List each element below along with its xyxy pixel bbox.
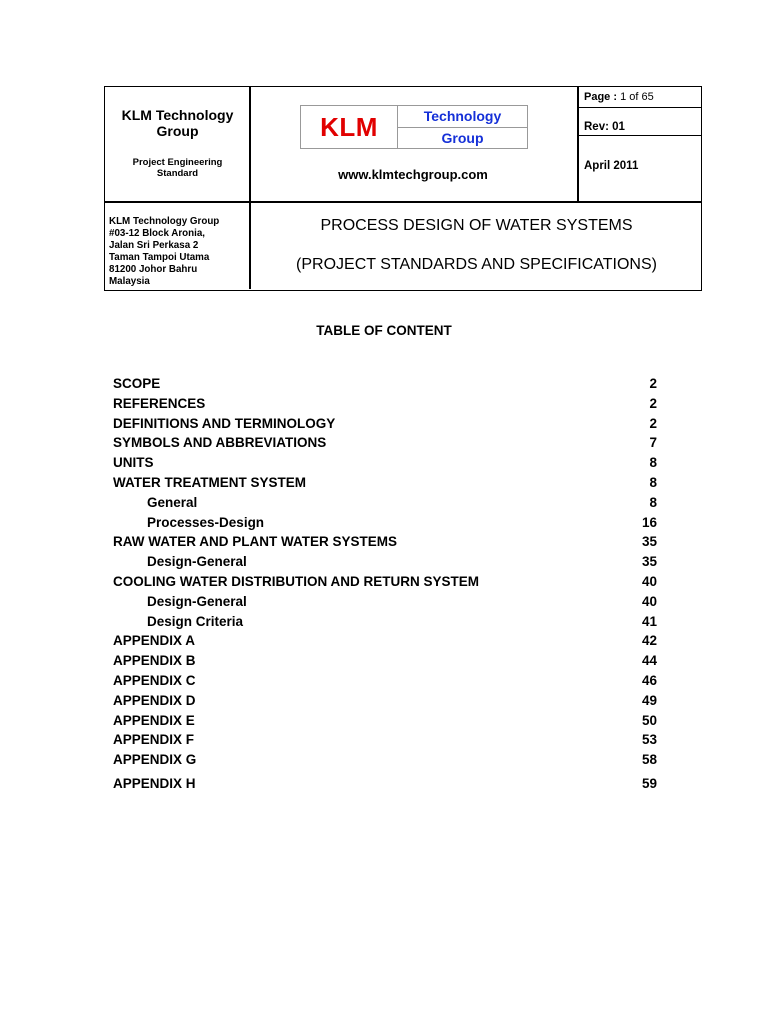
toc-entry-page: 8 [649, 494, 657, 510]
toc-entry[interactable] [113, 750, 657, 770]
revision: Rev: 01 [584, 121, 625, 133]
toc-entry[interactable] [113, 552, 657, 572]
toc-entry-page: 16 [641, 514, 657, 530]
standard-label-line2: Standard [156, 168, 199, 179]
website-url: www.klmtechgroup.com [338, 167, 488, 182]
toc-entry[interactable] [113, 730, 657, 750]
toc-entry[interactable] [113, 473, 657, 493]
company-name-line2: Group [156, 123, 199, 139]
address-line: 81200 Johor Bahru [109, 264, 198, 275]
toc-entry-label: APPENDIX E [113, 712, 195, 728]
toc-entry-label: SYMBOLS AND ABBREVIATIONS [113, 435, 327, 451]
toc-entry-label: COOLING WATER DISTRIBUTION AND RETURN SYSTEM [113, 573, 479, 589]
toc-entry-label: APPENDIX A [113, 633, 196, 649]
toc-entry-page: 50 [641, 712, 657, 728]
toc-entry[interactable] [113, 374, 657, 394]
toc-entry-page: 40 [641, 593, 657, 609]
logo-klm-text: KLM [320, 111, 378, 142]
logo-group-text: Group [441, 130, 484, 146]
toc-entry[interactable] [113, 453, 657, 473]
toc-entry-label: UNITS [113, 455, 154, 471]
toc-entry-page: 2 [649, 395, 657, 411]
toc-entry-label: APPENDIX D [113, 692, 196, 708]
toc-entry-page: 2 [649, 415, 657, 431]
logo-divider-horizontal [398, 127, 527, 128]
toc-entry-label: Design-General [147, 554, 247, 570]
toc-heading: TABLE OF CONTENT [316, 323, 452, 338]
toc-entry-page: 8 [649, 455, 657, 471]
toc-entry[interactable] [113, 774, 657, 794]
toc-entry-label: APPENDIX G [113, 752, 197, 768]
toc-entry-page: 8 [649, 474, 657, 490]
page-label: Page : [584, 91, 618, 103]
document-title: PROCESS DESIGN OF WATER SYSTEMS [320, 217, 633, 234]
toc-entry-page: 35 [641, 534, 657, 550]
toc-entry-label: APPENDIX F [113, 732, 195, 748]
toc-entry[interactable] [113, 532, 657, 552]
page-value: 1 of 65 [620, 91, 654, 103]
toc-entry[interactable] [113, 572, 657, 592]
document-subtitle: (PROJECT STANDARDS AND SPECIFICATIONS) [296, 256, 657, 273]
toc-entry[interactable] [113, 651, 657, 671]
address-line: Taman Tampoi Utama [109, 252, 210, 263]
address-line: #03-12 Block Aronia, [109, 228, 206, 239]
toc-entry[interactable] [113, 433, 657, 453]
standard-label [105, 157, 250, 179]
toc-entry-page: 49 [641, 692, 657, 708]
issue-date: April 2011 [584, 160, 639, 172]
toc-entry-page: 44 [641, 653, 657, 669]
toc-entry-label: APPENDIX B [113, 653, 196, 669]
standard-label-line1: Project Engineering [132, 157, 223, 168]
address-line: KLM Technology Group [109, 216, 220, 227]
toc-entry-page: 41 [641, 613, 657, 629]
toc-entry-label: RAW WATER AND PLANT WATER SYSTEMS [113, 534, 397, 550]
logo-technology-text: Technology [423, 108, 502, 124]
table-of-contents [113, 374, 657, 794]
toc-entry[interactable] [113, 671, 657, 691]
company-address [109, 216, 249, 288]
header-divider-h-main [105, 201, 701, 203]
toc-entry-page: 59 [641, 775, 657, 791]
toc-entry-label: APPENDIX C [113, 672, 196, 688]
toc-entry-label: General [147, 494, 198, 510]
header-divider-h-rev [577, 135, 701, 136]
toc-entry-page: 58 [641, 752, 657, 768]
toc-entry-label: REFERENCES [113, 395, 206, 411]
toc-entry-page: 53 [641, 732, 657, 748]
toc-entry[interactable] [113, 592, 657, 612]
address-line: Jalan Sri Perkasa 2 [109, 240, 199, 251]
toc-entry-label: SCOPE [113, 376, 161, 391]
header-divider-v2 [577, 87, 579, 202]
toc-entry-page: 35 [641, 554, 657, 570]
toc-entry-label: Processes-Design [147, 514, 265, 530]
address-line: Malaysia [109, 276, 150, 287]
toc-entry-label: DEFINITIONS AND TERMINOLOGY [113, 415, 336, 431]
toc-entry-label: WATER TREATMENT SYSTEM [113, 474, 306, 490]
company-name-line1: KLM Technology [121, 107, 234, 123]
company-name [105, 107, 250, 139]
toc-entry-label: Design Criteria [147, 613, 244, 629]
page-number [584, 91, 654, 103]
toc-entry-page: 2 [649, 376, 657, 391]
toc-entry-label: Design-General [147, 593, 247, 609]
toc-entry-page: 42 [641, 633, 657, 649]
toc-entry[interactable] [113, 394, 657, 414]
toc-entry-label: APPENDIX H [113, 775, 196, 791]
toc-entry-page: 46 [641, 672, 657, 688]
toc-entry-page: 7 [649, 435, 657, 451]
toc-entry-page: 40 [641, 573, 657, 589]
toc-entry[interactable] [113, 711, 657, 731]
toc-entry[interactable] [113, 493, 657, 513]
header-divider-h-page [577, 107, 701, 108]
toc-entry[interactable] [113, 691, 657, 711]
toc-entry[interactable] [113, 612, 657, 632]
document-header-table [104, 86, 702, 291]
klm-logo [300, 105, 528, 149]
toc-entry[interactable] [113, 414, 657, 434]
toc-entry[interactable] [113, 513, 657, 533]
toc-entry[interactable] [113, 631, 657, 651]
